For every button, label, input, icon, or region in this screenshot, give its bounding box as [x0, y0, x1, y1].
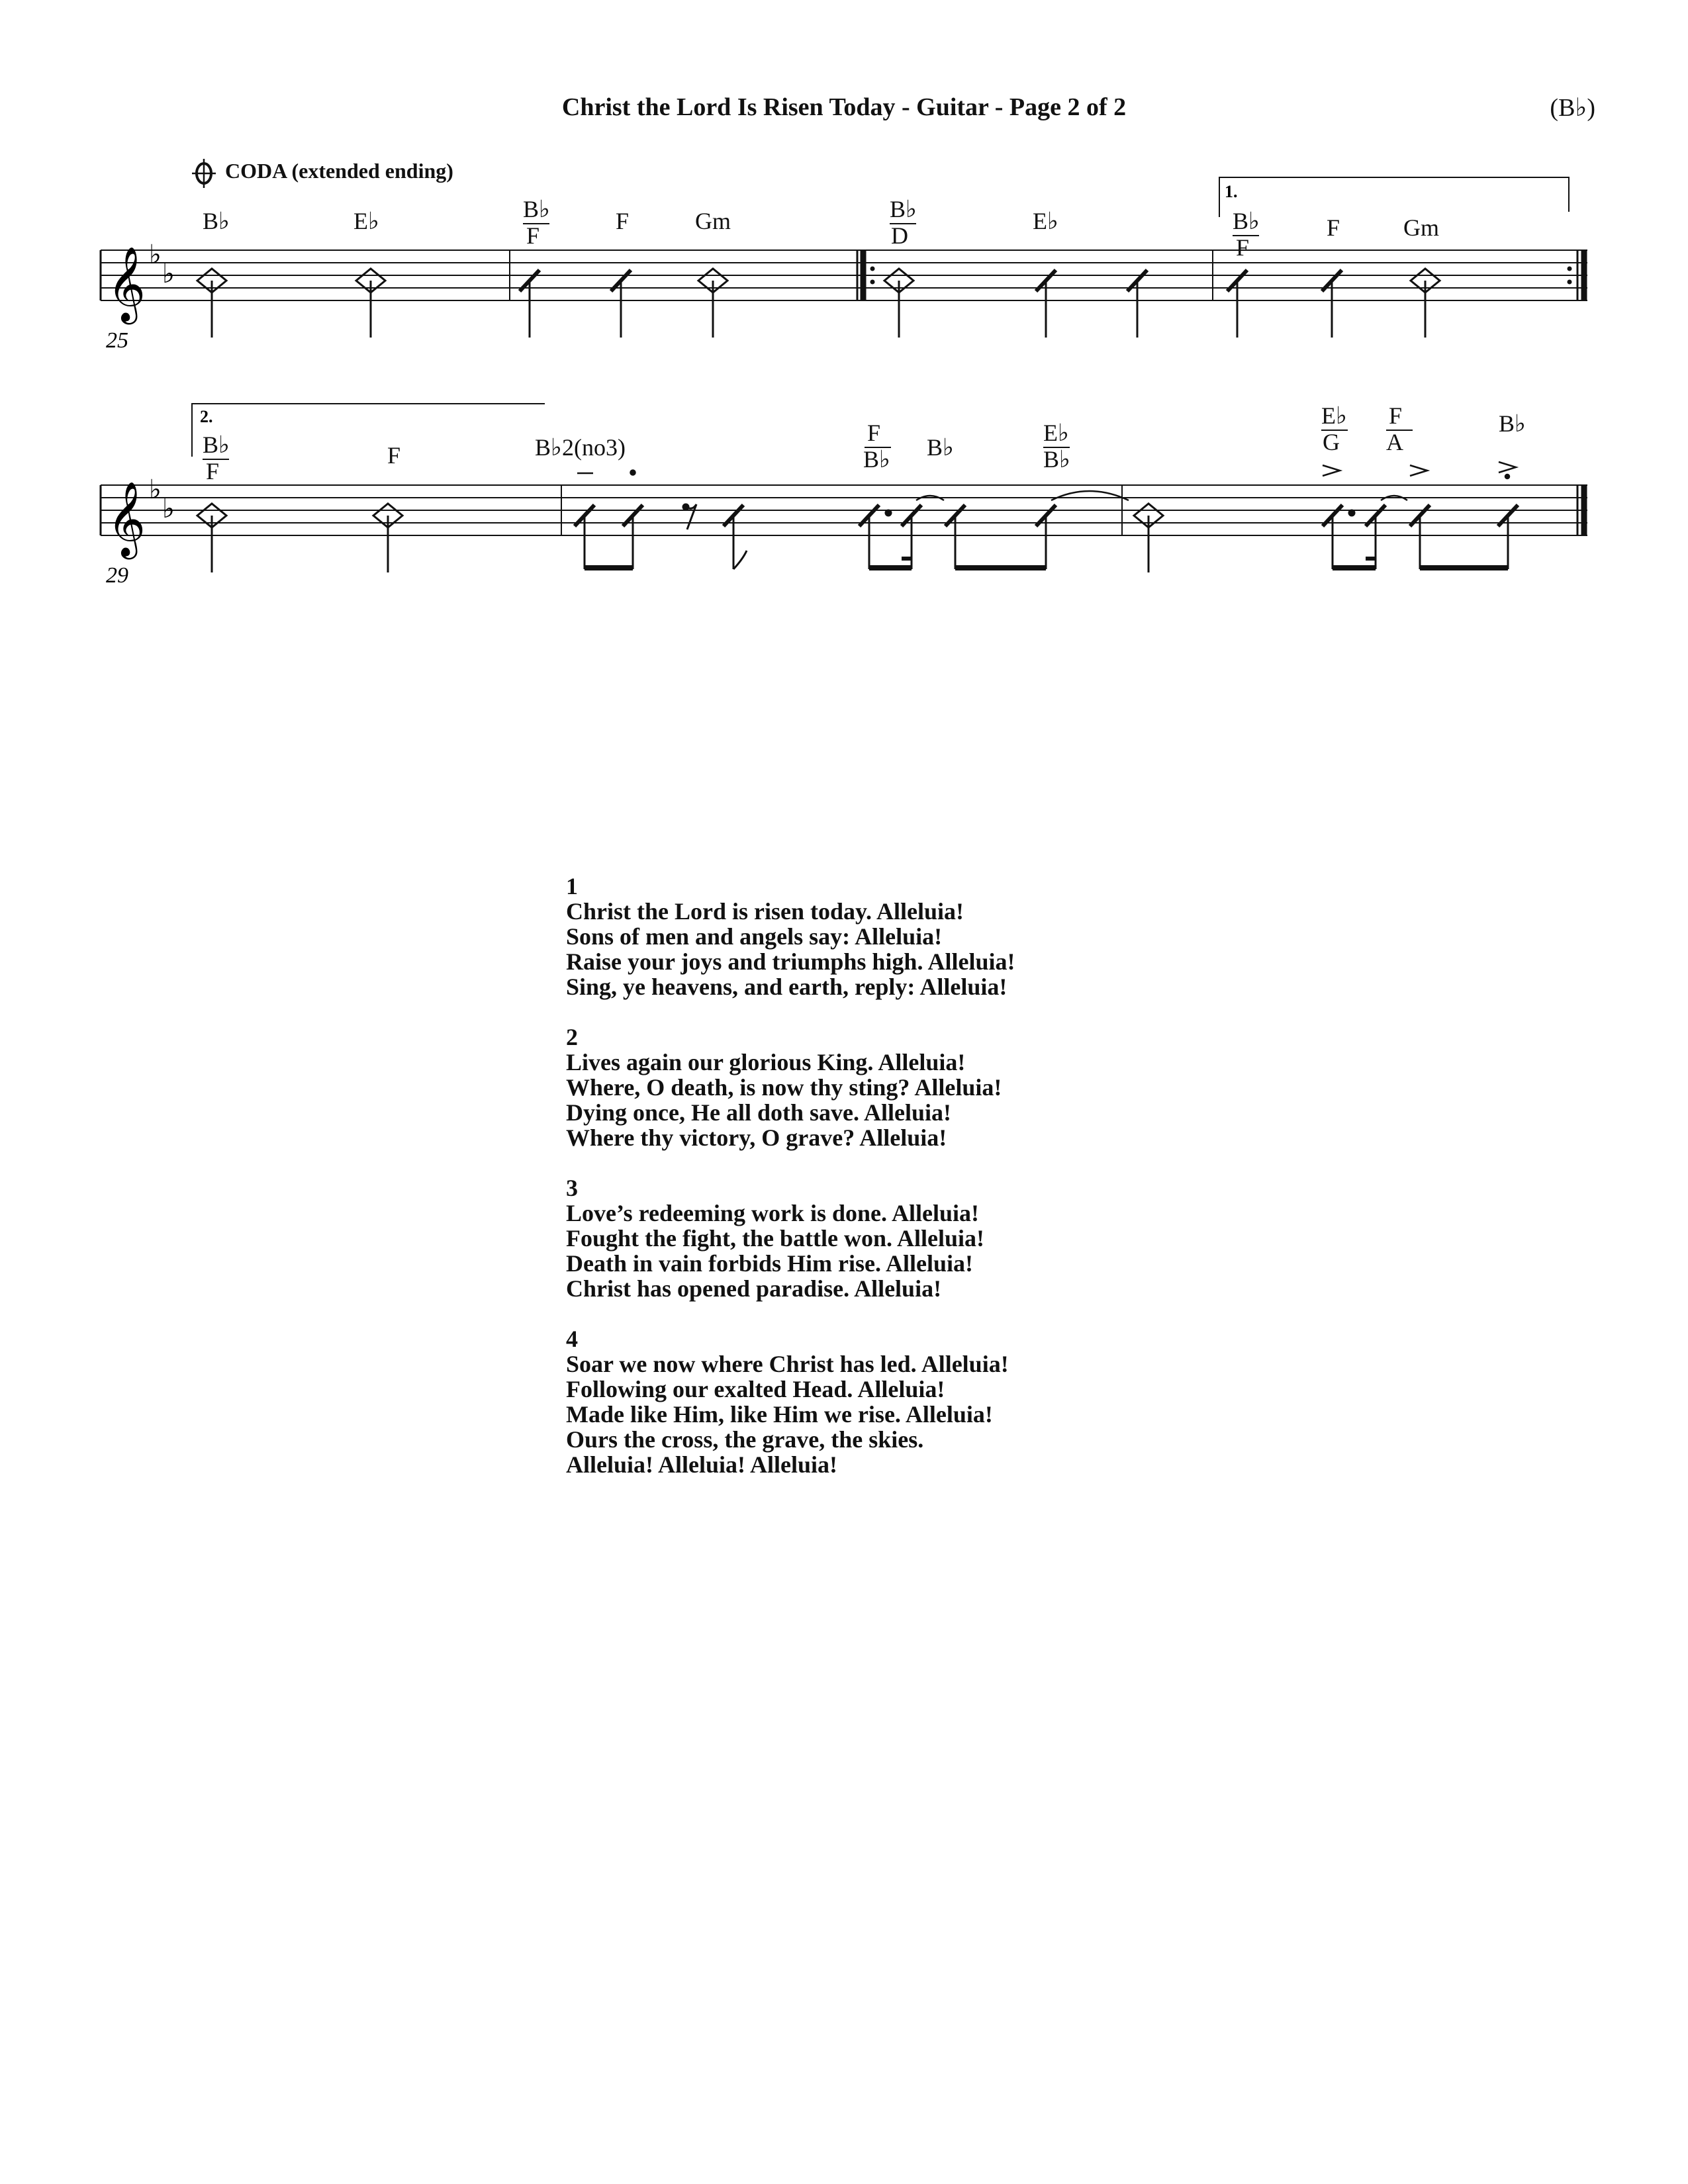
staff-system-2 — [101, 402, 1587, 588]
slash-quarter-note — [1036, 270, 1056, 338]
page-title: Christ the Lord Is Risen Today - Guitar - Page 2 of 2 — [561, 93, 1127, 121]
lyric-line: Where, O death, is now thy sting? Alleluia! — [566, 1074, 1002, 1101]
slash-eighth-note — [724, 505, 747, 569]
slash-half-note — [1134, 504, 1163, 572]
lyric-line: Raise your joys and triumphs high. Alleluia! — [566, 948, 1015, 975]
verse-3 — [566, 1175, 1360, 1301]
treble-clef-icon: 𝄞 — [107, 481, 146, 557]
accent-mark — [1499, 462, 1516, 473]
tie — [1051, 491, 1129, 500]
slash-half-note — [373, 504, 402, 572]
lyric-line: Christ the Lord is risen today. Alleluia! — [566, 898, 964, 925]
lyric-line: Following our exalted Head. Alleluia! — [566, 1376, 945, 1402]
lyric-line: Ours the cross, the grave, the skies. — [566, 1426, 924, 1453]
verse-4 — [566, 1326, 1360, 1477]
slash-half-note — [698, 269, 727, 338]
lyric-line: Where thy victory, O grave? Alleluia! — [566, 1124, 947, 1151]
svg-text:F: F — [1236, 234, 1250, 261]
slash-chord — [1321, 402, 1348, 455]
slash-half-note — [884, 269, 914, 338]
key-indicator: (B♭) — [1550, 94, 1595, 122]
chord-symbol: B♭2(no3) — [535, 434, 626, 461]
ending-bracket-1 — [1219, 177, 1569, 217]
slash-dotted-eighth-note — [1323, 505, 1354, 569]
svg-text:G: G — [1323, 429, 1340, 455]
treble-clef-icon: 𝄞 — [107, 246, 146, 322]
verse-number: 1 — [566, 873, 578, 899]
svg-text:F: F — [526, 222, 540, 249]
verse-number: 4 — [566, 1326, 578, 1352]
lyric-line: Dying once, He all doth save. Alleluia! — [566, 1099, 952, 1126]
svg-text:F: F — [206, 458, 220, 484]
lyric-line: Soar we now where Christ has led. Alleluia! — [566, 1351, 1009, 1377]
chord-symbol: E♭ — [1033, 208, 1058, 234]
slash-chord — [523, 196, 550, 249]
chord-symbol: B♭ — [1499, 410, 1526, 437]
slash-half-note — [1411, 269, 1440, 338]
slash-eighth-note — [945, 505, 965, 569]
svg-text:F: F — [1389, 402, 1403, 429]
accent-mark — [1323, 465, 1340, 476]
slash-half-note — [197, 269, 226, 338]
slash-chord — [890, 196, 917, 249]
staccato-mark — [631, 471, 635, 475]
staccato-mark — [1505, 475, 1509, 478]
svg-text:B♭: B♭ — [1043, 446, 1070, 473]
ending-label: 1. — [1225, 182, 1238, 201]
slash-quarter-note — [1227, 270, 1247, 338]
svg-text:F: F — [867, 420, 881, 446]
chord-symbol: F — [616, 208, 630, 234]
chord-symbol: F — [1327, 214, 1340, 241]
chord-symbol: E♭ — [353, 208, 379, 234]
svg-text:B♭: B♭ — [890, 196, 917, 222]
slash-chord — [1233, 208, 1260, 261]
slash-chord — [1386, 402, 1413, 455]
slash-chord — [203, 432, 230, 484]
lyric-line: Christ has opened paradise. Alleluia! — [566, 1275, 942, 1302]
flat-icon: ♭ — [162, 259, 175, 289]
lyrics-block — [566, 874, 1360, 1502]
slash-quarter-note — [1322, 270, 1342, 338]
svg-text:B♭: B♭ — [1233, 208, 1260, 234]
slash-quarter-note — [611, 270, 631, 338]
slash-chord — [1043, 420, 1070, 473]
chord-symbol: Gm — [1403, 214, 1439, 241]
svg-text:B♭: B♭ — [523, 196, 550, 222]
slash-eighth-note — [623, 505, 643, 569]
chord-symbol: B♭ — [927, 434, 954, 461]
verse-2 — [566, 1024, 1360, 1150]
lyric-line: Sons of men and angels say: Alleluia! — [566, 923, 943, 950]
flat-icon: ♭ — [149, 475, 162, 505]
coda-label: CODA (extended ending) — [225, 159, 453, 183]
chord-symbol: Gm — [695, 208, 731, 234]
lyric-line: Love’s redeeming work is done. Alleluia! — [566, 1200, 979, 1226]
lyric-line: Death in vain forbids Him rise. Alleluia! — [566, 1250, 974, 1277]
slash-quarter-note — [1127, 270, 1147, 338]
slash-eighth-note — [575, 505, 594, 569]
slash-quarter-note — [520, 270, 539, 338]
chord-symbol: B♭ — [203, 208, 230, 234]
lyric-line: Alleluia! Alleluia! Alleluia! — [566, 1451, 838, 1478]
slash-eighth-note — [1498, 505, 1518, 569]
svg-text:E♭: E♭ — [1043, 420, 1069, 446]
coda-icon — [192, 159, 216, 188]
lyric-line: Fought the fight, the battle won. Alleluia! — [566, 1225, 985, 1251]
svg-text:A: A — [1386, 429, 1403, 455]
slash-dotted-eighth-note — [859, 505, 891, 569]
verse-1 — [566, 874, 1360, 999]
svg-text:D: D — [891, 222, 908, 249]
slash-eighth-note — [1036, 505, 1056, 569]
ending-label: 2. — [200, 407, 213, 426]
slash-chord — [863, 420, 891, 473]
flat-icon: ♭ — [162, 494, 175, 524]
svg-text:B♭: B♭ — [203, 432, 230, 458]
staff-system-1 — [101, 177, 1587, 353]
svg-text:B♭: B♭ — [863, 446, 890, 473]
lyric-line: Lives again our glorious King. Alleluia! — [566, 1049, 966, 1075]
accent-mark — [1410, 465, 1427, 476]
verse-number: 3 — [566, 1175, 578, 1201]
lyric-line: Sing, ye heavens, and earth, reply: Alleluia! — [566, 974, 1008, 1000]
slash-eighth-note — [1410, 505, 1430, 569]
chord-symbol: F — [387, 442, 401, 469]
verse-number: 2 — [566, 1024, 578, 1050]
music-score — [0, 0, 1688, 662]
eighth-rest-icon — [683, 504, 696, 529]
flat-icon: ♭ — [149, 240, 162, 270]
measure-number-25: 25 — [106, 328, 128, 353]
lyric-line: Made like Him, like Him we rise. Alleluia! — [566, 1401, 993, 1428]
svg-text:E♭: E♭ — [1321, 402, 1347, 429]
slash-half-note — [356, 269, 385, 338]
slash-half-note — [197, 504, 226, 572]
measure-number-29: 29 — [106, 563, 128, 588]
ending-bracket-2 — [192, 404, 545, 457]
